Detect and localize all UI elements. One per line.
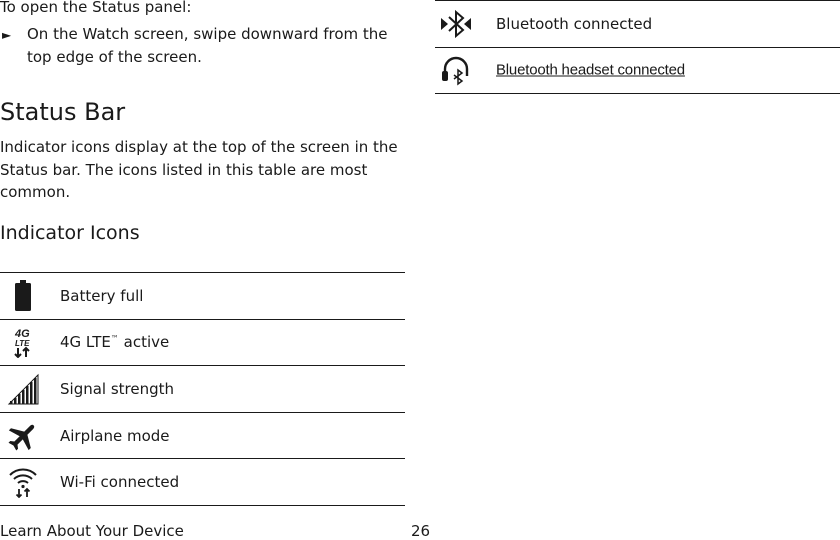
table-row (435, 48, 840, 95)
signal-strength-label: Signal strength (60, 379, 175, 398)
bullet-text: On the Watch screen, swipe downward from the top edge of the screen. (27, 25, 388, 66)
battery-full-label: Battery full (60, 286, 144, 305)
table-row (0, 413, 405, 460)
bluetooth-icon (439, 7, 473, 41)
signal-strength-icon (6, 372, 40, 406)
footer-section-title: Learn About Your Device (0, 522, 184, 540)
4g-text: 4G (15, 328, 30, 341)
bluetooth-connected-label: Bluetooth connected (496, 14, 653, 33)
table-row (435, 1, 840, 48)
bluetooth-headset-icon (439, 53, 473, 87)
table-row (0, 366, 405, 413)
table-row (0, 273, 405, 320)
4g-lte-label: 4G LTE™ active (60, 333, 170, 352)
page-number: 26 (411, 522, 431, 540)
table-row (0, 320, 405, 367)
indicator-icons-table (0, 272, 405, 506)
intro-text: To open the Status panel: (0, 0, 192, 16)
section-title: Status Bar (0, 98, 126, 126)
wifi-connected-label: Wi-Fi connected (60, 473, 180, 492)
table-row (0, 459, 405, 506)
airplane-icon (6, 419, 40, 453)
subsection-title: Indicator Icons (0, 222, 140, 244)
wifi-icon (6, 465, 40, 499)
bluetooth-headset-connected-label: Bluetooth headset connected (496, 61, 685, 79)
4g-lte-icon (6, 325, 40, 359)
section-paragraph: Indicator icons display at the top of the screen in the Status bar. The icons listed in this table are most common. (0, 138, 398, 201)
indicator-icons-table-continued (435, 0, 840, 94)
battery-full-icon (6, 279, 40, 313)
bullet-arrow-icon: ► (2, 28, 12, 42)
lte-text: LTE (15, 339, 30, 349)
airplane-mode-label: Airplane mode (60, 426, 170, 445)
